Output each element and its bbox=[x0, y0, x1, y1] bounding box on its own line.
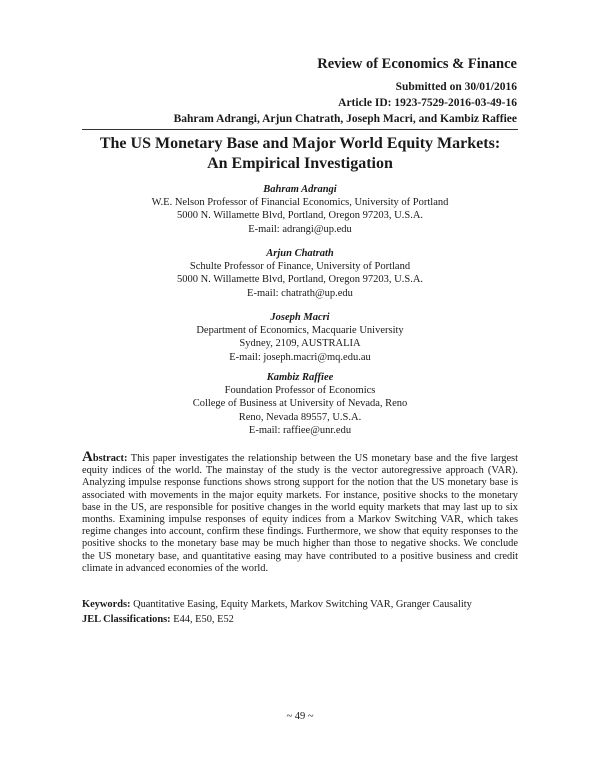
author-name: Kambiz Raffiee bbox=[266, 372, 334, 383]
author-affiliation-2: College of Business at University of Nevada, Reno bbox=[192, 398, 408, 410]
author-affiliation: Foundation Professor of Economics bbox=[224, 385, 376, 397]
page-number: ~ 49 ~ bbox=[286, 711, 314, 722]
abstract-initial: A bbox=[82, 449, 93, 465]
title-line-1: The US Monetary Base and Major World Equity Markets: bbox=[99, 135, 501, 152]
author-name: Arjun Chatrath bbox=[266, 248, 334, 259]
author-address: 5000 N. Willamette Blvd, Portland, Oregon 97203, U.S.A. bbox=[176, 274, 424, 286]
author-name: Bahram Adrangi bbox=[263, 184, 337, 195]
abstract bbox=[82, 451, 518, 575]
author-block bbox=[80, 183, 520, 236]
jel-label: JEL Classifications bbox=[82, 614, 168, 625]
jel-classifications: JEL Classifications: E44, E50, E52 bbox=[82, 614, 234, 625]
header-divider bbox=[82, 129, 518, 130]
author-email[interactable]: E-mail: chatrath@up.edu bbox=[247, 287, 353, 299]
author-block bbox=[80, 247, 520, 300]
author-email[interactable]: E-mail: joseph.macri@mq.edu.au bbox=[229, 351, 371, 363]
keywords-text: Quantitative Easing, Equity Markets, Markov Switching VAR, Granger Causality bbox=[133, 599, 472, 610]
abstract-text: This paper investigates the relationship between the US monetary base and the five largest equity indices of the world. The mainstay of the study is the vector autoregressive approach (VAR). Analyzing impulse response functions shows strong support for the notion that the US monetary base is associated with movements in the major equity markets. For instance, positive shocks to the monetary base in the US, are responsible for positive changes in the world equity markets that may last up to six months. Examining impulse responses of equity indices from a Markov Switching VAR, which takes regime changes into account, confirm these findings. Furthermore, we show that equity responses to the positive shocks to the monetary base may be much higher than those to negative shocks. We conclude the US monetary base, and quantitative easing may have contributed to a positive business and credit climate in advanced economies of the world. bbox=[82, 453, 518, 574]
author-address: 5000 N. Willamette Blvd, Portland, Oregon 97203, U.S.A. bbox=[176, 210, 424, 222]
journal-title: Review of Economics & Finance bbox=[317, 56, 517, 72]
author-address: Sydney, 2109, AUSTRALIA bbox=[239, 338, 361, 350]
author-block bbox=[80, 371, 520, 437]
author-affiliation: Schulte Professor of Finance, University of Portland bbox=[189, 261, 411, 273]
author-address: Reno, Nevada 89557, U.S.A. bbox=[238, 411, 362, 423]
header-authors: Bahram Adrangi, Arjun Chatrath, Joseph Macri, and Kambiz Raffiee bbox=[173, 113, 517, 125]
author-name: Joseph Macri bbox=[270, 312, 330, 323]
abstract-label: bstract: bbox=[92, 453, 128, 464]
keywords-label: Keywords bbox=[82, 599, 128, 610]
paper-title bbox=[60, 134, 540, 174]
jel-text: E44, E50, E52 bbox=[173, 614, 234, 625]
author-affiliation: W.E. Nelson Professor of Financial Economics, University of Portland bbox=[151, 197, 449, 209]
author-email[interactable]: E-mail: adrangi@up.edu bbox=[248, 223, 352, 235]
author-block bbox=[80, 311, 520, 364]
title-line-2: An Empirical Investigation bbox=[207, 155, 393, 172]
submission-date: Submitted on 30/01/2016 bbox=[395, 81, 517, 93]
article-id: Article ID: 1923-7529-2016-03-49-16 bbox=[338, 97, 517, 109]
keywords: Keywords: Quantitative Easing, Equity Markets, Markov Switching VAR, Granger Causality bbox=[82, 599, 472, 610]
author-affiliation: Department of Economics, Macquarie University bbox=[196, 325, 404, 337]
author-email[interactable]: E-mail: raffiee@unr.edu bbox=[248, 424, 352, 436]
